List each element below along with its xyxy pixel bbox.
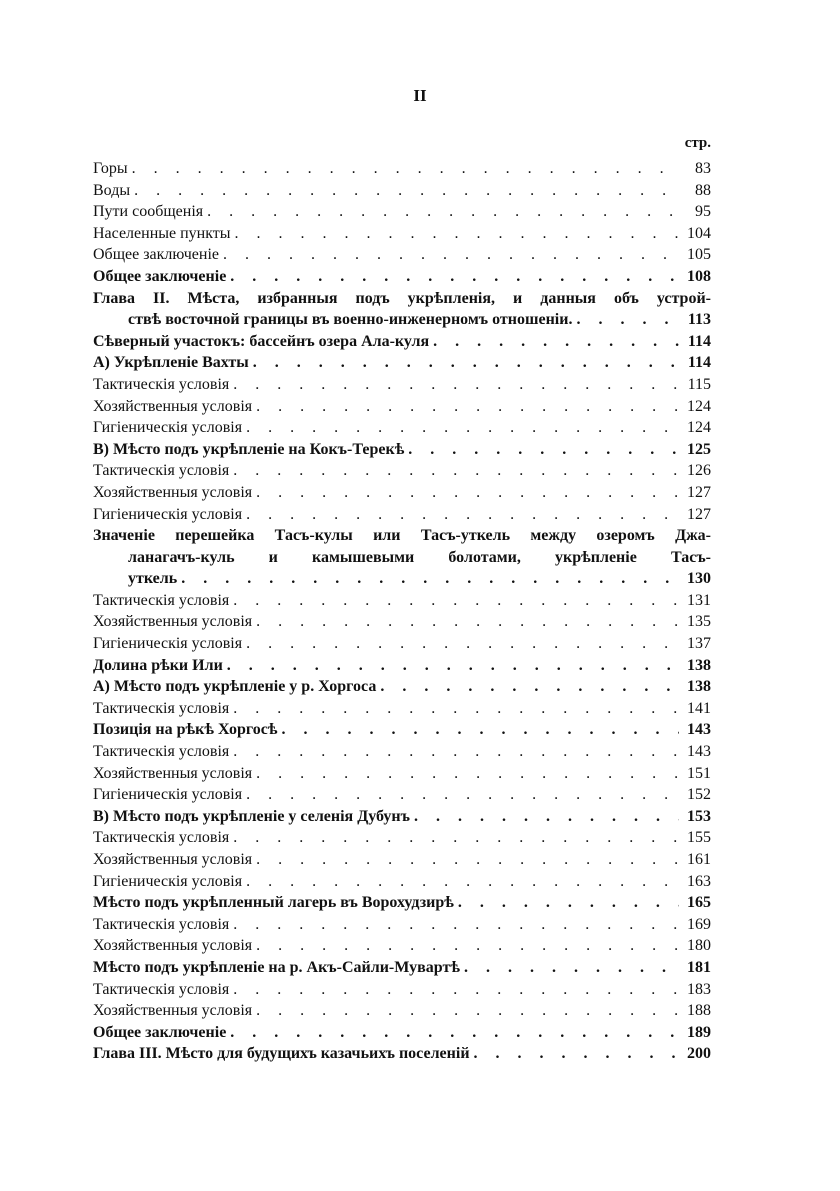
toc-entry-page: 130 — [687, 570, 711, 588]
toc-entry-page: 124 — [687, 397, 711, 415]
toc-entry-title: Тактическія условія — [93, 699, 230, 717]
toc-entry-title: Долина рѣки Или — [93, 656, 223, 674]
dot-leader — [380, 676, 679, 698]
toc-entry-page: 138 — [687, 656, 711, 674]
toc-entry-page: 127 — [687, 483, 711, 501]
page-column-label: стр. — [684, 135, 711, 151]
toc-entry-title: Тактическія условія — [93, 375, 230, 393]
toc-entry[interactable] — [93, 633, 711, 655]
toc-entry-title: Общее заключеніе — [93, 246, 219, 264]
toc-entry-page: 141 — [687, 699, 711, 717]
dot-leader — [230, 266, 679, 288]
dot-leader — [246, 871, 679, 893]
toc-entry-page: 180 — [687, 937, 711, 955]
toc-entry-title: Тактическія условія — [93, 980, 230, 998]
toc-entry-title: Мѣсто подъ укрѣпленіе на р. Акъ-Сайли-Мувартѣ — [93, 958, 460, 976]
toc-entry-title: Позиція на рѣкѣ Хоргосѣ — [93, 721, 278, 739]
toc-entry[interactable] — [93, 741, 711, 763]
toc-entry[interactable] — [93, 935, 711, 957]
toc-entry-page: 108 — [687, 267, 711, 285]
toc-entry[interactable] — [93, 504, 711, 526]
toc-group — [93, 158, 711, 288]
dot-leader — [464, 957, 679, 979]
toc-entry-title: Тактическія условія — [93, 829, 230, 847]
dot-leader — [223, 244, 679, 266]
toc-entry-page: 155 — [687, 829, 711, 847]
toc-entry-page: 137 — [687, 635, 711, 653]
dot-leader — [256, 1000, 679, 1022]
toc-entry-title: Гигіеническія условія — [93, 786, 243, 804]
dot-leader — [235, 223, 679, 245]
dot-leader — [246, 784, 679, 806]
toc-entry[interactable] — [93, 763, 711, 785]
toc-entry-page: 104 — [687, 224, 711, 242]
toc-entry-page: 152 — [687, 786, 711, 804]
toc-entry[interactable] — [93, 806, 711, 828]
toc-entry[interactable] — [93, 158, 711, 180]
toc-entry[interactable] — [93, 180, 711, 202]
dot-leader — [256, 396, 679, 418]
toc-entry-title: Хозяйственныя условія — [93, 1002, 253, 1020]
toc-entry[interactable] — [93, 655, 711, 677]
toc-entry[interactable] — [93, 719, 711, 741]
toc-entry[interactable] — [93, 892, 711, 914]
toc-group — [93, 590, 711, 1065]
toc-entry-title: Хозяйственныя условія — [93, 483, 253, 501]
dot-leader — [233, 698, 679, 720]
dot-leader — [246, 504, 679, 526]
dot-leader — [233, 741, 679, 763]
dot-leader — [414, 806, 679, 828]
toc-entry-title: Общее заключеніе — [93, 267, 227, 285]
dot-leader — [458, 892, 679, 914]
toc-entry-title: Пути сообщенія — [93, 203, 204, 221]
toc-entry-title-line: ланагачъ-куль и камышевыми болотами, укрѣпленіе Тасъ- — [128, 548, 711, 566]
toc-entry-page: 126 — [687, 462, 711, 480]
toc-entry-title: Тактическія условія — [93, 743, 230, 761]
toc-entry-page: 161 — [687, 851, 711, 868]
toc-entry-page: 114 — [687, 332, 711, 350]
dot-leader — [134, 180, 679, 202]
toc-entry-page: 125 — [687, 440, 711, 458]
dot-leader — [233, 914, 679, 936]
toc-entry-page: 189 — [687, 1023, 711, 1041]
toc-entry-title: Тактическія условія — [93, 915, 230, 933]
toc-entry[interactable] — [93, 244, 711, 266]
toc-entry-page: 135 — [687, 613, 711, 631]
toc-entry[interactable] — [93, 352, 711, 374]
toc-entry-page: 124 — [687, 419, 711, 437]
toc-entry[interactable] — [93, 871, 711, 893]
dot-leader — [207, 201, 679, 223]
dot-leader — [233, 827, 679, 849]
toc-entry-page: 183 — [687, 980, 711, 998]
dot-leader — [256, 482, 679, 504]
toc-entry-title: А) Укрѣпленіе Вахты — [93, 354, 249, 372]
toc-entry-page: 114 — [687, 354, 711, 372]
toc-entry[interactable] — [93, 1022, 711, 1044]
dot-leader — [433, 331, 679, 353]
toc-group — [93, 331, 711, 525]
toc-entry[interactable] — [93, 331, 711, 353]
dot-leader — [132, 158, 679, 180]
toc-entry[interactable] — [93, 482, 711, 504]
toc-entry[interactable] — [93, 827, 711, 849]
toc-entry-title: Хозяйственныя условія — [93, 937, 253, 955]
toc-entry-title: Воды — [93, 181, 131, 199]
toc-entry-page: 153 — [687, 807, 711, 825]
toc-entry-title: ствѣ восточной границы въ военно-инженерномъ отношеніи. — [128, 311, 573, 329]
toc-entry[interactable] — [93, 439, 711, 461]
toc-entry — [93, 568, 711, 590]
page-number: II — [413, 86, 427, 105]
toc-entry-title: Тактическія условія — [93, 591, 230, 609]
dot-leader — [246, 633, 679, 655]
toc-entry-title: Хозяйственныя условія — [93, 613, 253, 631]
toc-entry[interactable] — [93, 611, 711, 633]
dot-leader — [256, 935, 679, 957]
toc-entry-page: 165 — [687, 894, 711, 912]
toc-entry-page: 151 — [687, 764, 711, 782]
toc-entry-page: 188 — [687, 1002, 711, 1020]
toc-entry[interactable] — [93, 417, 711, 439]
toc-entry-title: А) Мѣсто подъ укрѣпленіе у р. Хоргоса — [93, 678, 377, 696]
toc-entry-page: 95 — [695, 203, 711, 221]
toc-entry[interactable] — [93, 914, 711, 936]
toc-entry[interactable] — [93, 374, 711, 396]
toc-entry-page: 131 — [687, 591, 711, 609]
toc-tasutkel-entry[interactable] — [93, 525, 711, 590]
toc-entry-page: 83 — [695, 160, 711, 177]
toc-entry-title: Глава III. Мѣсто для будущихъ казачьихъ поселеній — [93, 1045, 470, 1063]
toc-entry-title-line: Глава II. Мѣста, избранныя подъ укрѣпленія, и данныя объ устрой- — [93, 289, 711, 307]
toc-entry-title: Хозяйственныя условія — [93, 851, 253, 868]
dot-leader — [253, 352, 679, 374]
toc-entry-title: Хозяйственныя условія — [93, 397, 253, 415]
toc-entry[interactable] — [93, 1000, 711, 1022]
toc-entry-page: 115 — [687, 375, 711, 393]
toc-entry-page: 200 — [687, 1045, 711, 1063]
toc-entry-title: Горы — [93, 160, 128, 177]
dot-leader — [233, 460, 679, 482]
toc-chapter-2-entry[interactable] — [93, 288, 711, 331]
toc-entry[interactable] — [93, 676, 711, 698]
dot-leader — [408, 439, 679, 461]
toc-entry-page: 138 — [687, 678, 711, 696]
toc-entry-title: Общее заключеніе — [93, 1023, 227, 1041]
toc-entry-page: 143 — [687, 743, 711, 761]
dot-leader — [256, 763, 679, 785]
table-of-contents — [93, 158, 711, 1065]
dot-leader — [576, 309, 679, 331]
dot-leader — [256, 849, 679, 871]
toc-entry[interactable] — [93, 201, 711, 223]
toc-entry[interactable] — [93, 396, 711, 418]
toc-entry — [93, 309, 711, 331]
toc-entry[interactable] — [93, 849, 711, 871]
toc-entry[interactable] — [93, 1043, 711, 1065]
toc-entry-page: 105 — [687, 246, 711, 264]
toc-entry[interactable] — [93, 979, 711, 1001]
toc-entry-title: Гигіеническія условія — [93, 505, 243, 523]
toc-entry-title: Гигіеническія условія — [93, 419, 243, 437]
toc-entry-title: В) Мѣсто подъ укрѣпленіе у селенія Дубунъ — [93, 807, 410, 825]
toc-entry[interactable] — [93, 590, 711, 612]
dot-leader — [233, 590, 679, 612]
dot-leader — [281, 719, 679, 741]
dot-leader — [246, 417, 679, 439]
toc-entry-title: Гигіеническія условія — [93, 635, 243, 653]
toc-entry-title: Населенные пункты — [93, 224, 231, 242]
dot-leader — [256, 611, 679, 633]
dot-leader — [233, 979, 679, 1001]
toc-entry-page: 88 — [695, 181, 711, 199]
toc-entry-title: Тактическія условія — [93, 462, 230, 480]
toc-entry-title: Хозяйственныя условія — [93, 764, 253, 782]
toc-entry-page: 181 — [687, 958, 711, 976]
toc-entry-page: 163 — [687, 872, 711, 890]
dot-leader — [227, 655, 679, 677]
dot-leader — [230, 1022, 679, 1044]
toc-entry[interactable] — [93, 698, 711, 720]
toc-entry[interactable] — [93, 266, 711, 288]
toc-entry-page: 169 — [687, 915, 711, 933]
toc-entry-page: 143 — [687, 721, 711, 739]
toc-entry-title: В) Мѣсто подъ укрѣпленіе на Кокъ-Терекѣ — [93, 440, 405, 458]
toc-entry[interactable] — [93, 460, 711, 482]
toc-entry-title: уткель — [128, 570, 178, 588]
toc-entry[interactable] — [93, 784, 711, 806]
toc-entry[interactable] — [93, 957, 711, 979]
dot-leader — [474, 1043, 679, 1065]
dot-leader — [233, 374, 679, 396]
toc-entry[interactable] — [93, 223, 711, 245]
toc-entry-title: Мѣсто подъ укрѣпленный лагерь въ Ворохудзирѣ — [93, 894, 454, 912]
toc-entry-page: 127 — [687, 505, 711, 523]
toc-entry-page: 113 — [687, 311, 711, 329]
toc-entry-title: Сѣверный участокъ: бассейнъ озера Ала-куля — [93, 332, 430, 350]
toc-entry-title: Гигіеническія условія — [93, 872, 243, 890]
toc-entry-title-line: Значеніе перешейка Тасъ-кулы или Тасъ-уткель между озеромъ Джа- — [93, 527, 711, 545]
dot-leader — [181, 568, 679, 590]
